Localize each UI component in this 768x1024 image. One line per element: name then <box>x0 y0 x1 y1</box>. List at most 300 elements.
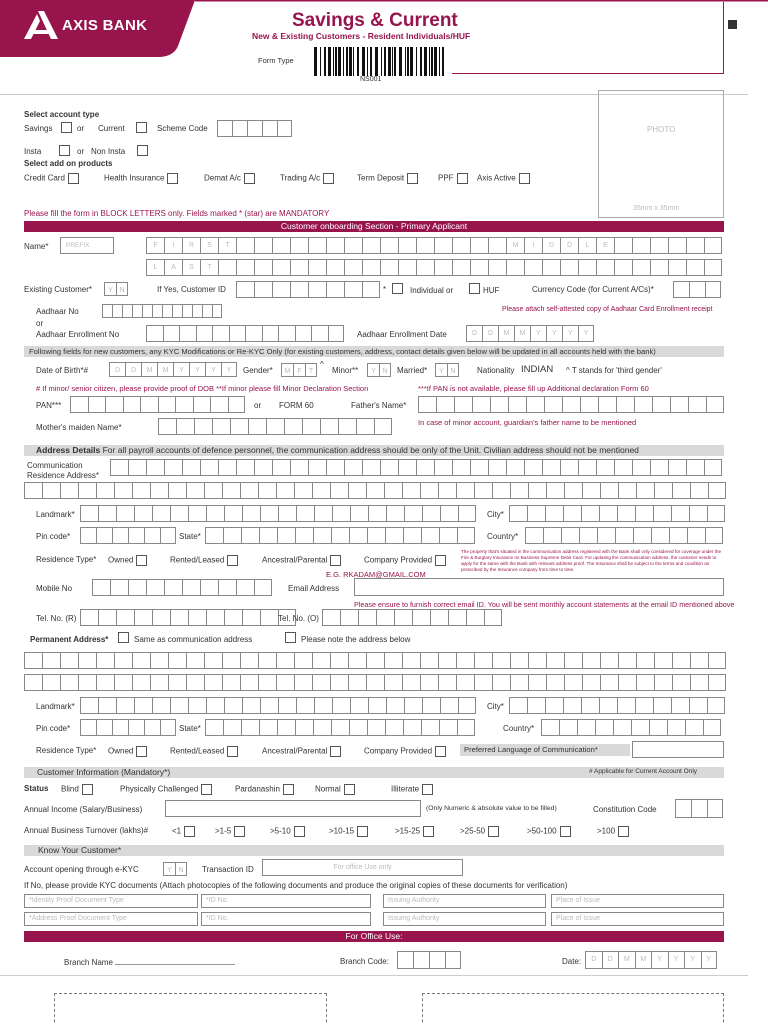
married-yn[interactable]: Y N <box>435 363 459 377</box>
char-box[interactable] <box>204 482 222 499</box>
aadhaar-date-boxes[interactable] <box>466 325 594 342</box>
char-box[interactable] <box>420 674 438 691</box>
char-box[interactable] <box>654 674 672 691</box>
char-box[interactable] <box>260 609 278 626</box>
char-box[interactable] <box>152 697 170 714</box>
char-box[interactable] <box>524 459 542 476</box>
char-box[interactable] <box>562 396 580 413</box>
char-box[interactable] <box>652 396 670 413</box>
char-box[interactable] <box>259 527 277 544</box>
char-box[interactable] <box>582 674 600 691</box>
char-box[interactable] <box>277 719 295 736</box>
char-box[interactable] <box>416 259 434 276</box>
customer-id-boxes[interactable] <box>236 281 380 298</box>
char-box[interactable] <box>618 482 636 499</box>
char-box[interactable] <box>707 505 725 522</box>
char-box[interactable] <box>277 527 295 544</box>
char-box[interactable] <box>542 259 560 276</box>
char-box[interactable] <box>376 609 394 626</box>
char-box[interactable] <box>633 527 651 544</box>
char-box[interactable] <box>172 304 182 318</box>
char-box[interactable] <box>314 505 332 522</box>
char-box[interactable] <box>116 697 134 714</box>
char-box[interactable] <box>448 609 466 626</box>
char-box[interactable] <box>672 674 690 691</box>
char-box[interactable] <box>434 259 452 276</box>
char-box[interactable]: L <box>578 237 596 254</box>
char-box[interactable] <box>294 482 312 499</box>
char-box[interactable] <box>368 697 386 714</box>
status-pardanashin-checkbox[interactable] <box>283 784 294 795</box>
char-box[interactable] <box>254 579 272 596</box>
country-boxes[interactable] <box>525 527 723 544</box>
char-box[interactable] <box>24 482 42 499</box>
char-box[interactable] <box>705 527 723 544</box>
rented-checkbox[interactable] <box>227 555 238 566</box>
char-box[interactable] <box>132 482 150 499</box>
char-box[interactable] <box>546 482 564 499</box>
char-box[interactable] <box>88 396 106 413</box>
char-box[interactable] <box>578 259 596 276</box>
char-box[interactable] <box>290 459 308 476</box>
char-box[interactable] <box>474 674 492 691</box>
char-box[interactable] <box>398 259 416 276</box>
char-box[interactable] <box>152 609 170 626</box>
char-box[interactable] <box>669 527 687 544</box>
char-box[interactable] <box>278 697 296 714</box>
char-box[interactable] <box>560 459 578 476</box>
char-box[interactable] <box>358 609 376 626</box>
char-box[interactable] <box>218 579 236 596</box>
turnover-lt1-checkbox[interactable] <box>184 826 195 837</box>
char-box[interactable]: D <box>602 951 619 969</box>
char-box[interactable] <box>276 482 294 499</box>
char-box[interactable] <box>78 482 96 499</box>
char-box[interactable] <box>188 609 206 626</box>
char-box[interactable] <box>454 396 472 413</box>
char-box[interactable] <box>312 652 330 669</box>
char-box[interactable] <box>60 482 78 499</box>
char-box[interactable] <box>344 237 362 254</box>
addon-demat-checkbox[interactable] <box>244 173 255 184</box>
char-box[interactable] <box>128 579 146 596</box>
char-box[interactable] <box>322 609 340 626</box>
char-box[interactable] <box>349 527 367 544</box>
char-box[interactable] <box>196 325 213 342</box>
char-box[interactable] <box>635 505 653 522</box>
char-box[interactable] <box>212 418 230 435</box>
char-box[interactable]: Y <box>189 362 205 377</box>
char-box[interactable] <box>294 652 312 669</box>
char-box[interactable] <box>457 719 475 736</box>
perm-address-line2[interactable] <box>24 674 726 691</box>
char-box[interactable] <box>241 527 259 544</box>
char-box[interactable] <box>525 527 543 544</box>
char-box[interactable] <box>116 609 134 626</box>
char-box[interactable] <box>668 459 686 476</box>
char-box[interactable] <box>488 259 506 276</box>
char-box[interactable] <box>561 527 579 544</box>
char-box[interactable]: D <box>560 237 578 254</box>
char-box[interactable] <box>276 674 294 691</box>
char-box[interactable] <box>430 609 448 626</box>
char-box[interactable] <box>60 674 78 691</box>
char-box[interactable] <box>636 482 654 499</box>
char-box[interactable] <box>254 237 272 254</box>
char-box[interactable] <box>492 652 510 669</box>
char-box[interactable] <box>60 652 78 669</box>
char-box[interactable] <box>470 237 488 254</box>
char-box[interactable] <box>290 259 308 276</box>
char-box[interactable] <box>458 505 476 522</box>
char-box[interactable] <box>278 325 295 342</box>
turnover-15-25-checkbox[interactable] <box>423 826 434 837</box>
char-box[interactable] <box>330 482 348 499</box>
char-box[interactable] <box>228 396 246 413</box>
aadhaar-enrollment-boxes[interactable] <box>146 325 344 342</box>
char-box[interactable]: Y <box>173 362 189 377</box>
char-box[interactable]: M <box>498 325 514 342</box>
char-box[interactable] <box>631 719 649 736</box>
char-box[interactable] <box>632 459 650 476</box>
char-box[interactable] <box>134 697 152 714</box>
char-box[interactable] <box>168 652 186 669</box>
char-box[interactable]: Y <box>562 325 578 342</box>
char-box[interactable] <box>186 482 204 499</box>
char-box[interactable] <box>541 719 559 736</box>
char-box[interactable] <box>146 579 164 596</box>
char-box[interactable] <box>206 609 224 626</box>
char-box[interactable]: R <box>182 237 200 254</box>
char-box[interactable]: Y <box>684 951 701 969</box>
char-box[interactable] <box>308 281 326 298</box>
char-box[interactable] <box>272 237 290 254</box>
char-box[interactable] <box>260 697 278 714</box>
char-box[interactable] <box>236 579 254 596</box>
char-box[interactable] <box>170 609 188 626</box>
char-box[interactable] <box>362 459 380 476</box>
char-box[interactable] <box>254 281 272 298</box>
char-box[interactable] <box>672 652 690 669</box>
perm-country-boxes[interactable] <box>541 719 721 736</box>
char-box[interactable] <box>615 527 633 544</box>
char-box[interactable] <box>599 697 617 714</box>
char-box[interactable] <box>560 259 578 276</box>
char-box[interactable] <box>420 652 438 669</box>
char-box[interactable] <box>98 609 116 626</box>
char-box[interactable] <box>112 304 122 318</box>
char-box[interactable] <box>295 719 313 736</box>
char-box[interactable] <box>193 396 211 413</box>
char-box[interactable] <box>418 396 436 413</box>
char-box[interactable] <box>564 482 582 499</box>
char-box[interactable] <box>344 281 362 298</box>
char-box[interactable] <box>618 652 636 669</box>
char-box[interactable] <box>649 719 667 736</box>
currency-code-boxes[interactable] <box>673 281 721 298</box>
char-box[interactable] <box>528 674 546 691</box>
char-box[interactable] <box>403 527 421 544</box>
pincode-boxes[interactable] <box>80 527 176 544</box>
char-box[interactable] <box>224 505 242 522</box>
char-box[interactable]: I <box>524 237 542 254</box>
char-box[interactable] <box>312 482 330 499</box>
char-box[interactable]: I <box>164 237 182 254</box>
char-box[interactable] <box>685 719 703 736</box>
char-box[interactable] <box>242 505 260 522</box>
char-box[interactable] <box>416 237 434 254</box>
char-box[interactable] <box>618 674 636 691</box>
char-box[interactable] <box>349 719 367 736</box>
individual-checkbox[interactable] <box>392 283 403 294</box>
char-box[interactable] <box>690 482 708 499</box>
perm-city-boxes[interactable] <box>509 697 725 714</box>
char-box[interactable] <box>240 674 258 691</box>
char-box[interactable] <box>704 237 722 254</box>
char-box[interactable] <box>152 304 162 318</box>
char-box[interactable] <box>179 325 196 342</box>
char-box[interactable] <box>202 304 212 318</box>
char-box[interactable]: Y <box>651 951 668 969</box>
char-box[interactable] <box>248 418 266 435</box>
char-box[interactable] <box>24 652 42 669</box>
turnover-50-100-checkbox[interactable] <box>560 826 571 837</box>
char-box[interactable] <box>206 505 224 522</box>
char-box[interactable] <box>114 652 132 669</box>
char-box[interactable] <box>472 396 490 413</box>
char-box[interactable] <box>509 697 527 714</box>
char-box[interactable] <box>452 459 470 476</box>
char-box[interactable] <box>212 304 222 318</box>
turnover-5-10-checkbox[interactable] <box>294 826 305 837</box>
char-box[interactable] <box>320 418 338 435</box>
char-box[interactable] <box>670 396 688 413</box>
char-box[interactable] <box>703 719 721 736</box>
char-box[interactable] <box>114 482 132 499</box>
char-box[interactable] <box>350 505 368 522</box>
char-box[interactable] <box>132 304 142 318</box>
char-box[interactable] <box>599 505 617 522</box>
char-box[interactable] <box>266 418 284 435</box>
char-box[interactable] <box>707 697 725 714</box>
char-box[interactable] <box>421 719 439 736</box>
address-id-no-field[interactable]: *ID No. <box>201 912 371 926</box>
char-box[interactable] <box>348 482 366 499</box>
char-box[interactable] <box>150 674 168 691</box>
char-box[interactable] <box>386 697 404 714</box>
char-box[interactable] <box>98 697 116 714</box>
char-box[interactable] <box>236 259 254 276</box>
char-box[interactable] <box>456 674 474 691</box>
char-box[interactable] <box>102 304 112 318</box>
char-box[interactable] <box>164 579 182 596</box>
char-box[interactable] <box>302 418 320 435</box>
char-box[interactable] <box>272 281 290 298</box>
perm-state-boxes[interactable] <box>205 719 475 736</box>
addon-axis-active-checkbox[interactable] <box>519 173 530 184</box>
char-box[interactable] <box>404 505 422 522</box>
char-box[interactable] <box>348 674 366 691</box>
turnover-1-5-checkbox[interactable] <box>234 826 245 837</box>
char-box[interactable] <box>686 237 704 254</box>
char-box[interactable] <box>326 281 344 298</box>
constitution-code-boxes[interactable] <box>675 799 723 818</box>
char-box[interactable] <box>223 719 241 736</box>
char-box[interactable] <box>24 674 42 691</box>
char-box[interactable] <box>527 505 545 522</box>
char-box[interactable] <box>144 527 160 544</box>
char-box[interactable] <box>332 697 350 714</box>
char-box[interactable] <box>438 482 456 499</box>
char-box[interactable] <box>182 304 192 318</box>
addon-ppf-checkbox[interactable] <box>457 173 468 184</box>
address-issuing-authority-field[interactable]: Issuing Authority <box>383 912 546 926</box>
char-box[interactable]: M <box>514 325 530 342</box>
char-box[interactable] <box>170 505 188 522</box>
char-box[interactable] <box>96 527 112 544</box>
minor-yn[interactable]: Y N <box>367 363 391 377</box>
char-box[interactable]: T <box>218 237 236 254</box>
char-box[interactable] <box>578 459 596 476</box>
current-checkbox[interactable] <box>136 122 147 133</box>
char-box[interactable] <box>175 396 193 413</box>
char-box[interactable] <box>262 325 279 342</box>
char-box[interactable] <box>344 459 362 476</box>
char-box[interactable] <box>524 259 542 276</box>
char-box[interactable] <box>272 259 290 276</box>
char-box[interactable] <box>366 674 384 691</box>
char-box[interactable] <box>186 674 204 691</box>
fathers-name-boxes[interactable] <box>418 396 724 413</box>
address-proof-type-field[interactable]: *Address Proof Document Type <box>24 912 198 926</box>
char-box[interactable] <box>272 459 290 476</box>
char-box[interactable] <box>636 674 654 691</box>
char-box[interactable] <box>509 505 527 522</box>
identity-issuing-authority-field[interactable]: Issuing Authority <box>383 894 546 908</box>
gender-boxes[interactable]: M F T <box>281 363 317 377</box>
char-box[interactable]: D <box>585 951 602 969</box>
char-box[interactable] <box>474 652 492 669</box>
char-box[interactable] <box>258 482 276 499</box>
char-box[interactable] <box>80 505 98 522</box>
char-box[interactable] <box>394 609 412 626</box>
char-box[interactable] <box>116 505 134 522</box>
char-box[interactable] <box>331 719 349 736</box>
comm-address-line2[interactable] <box>24 482 726 499</box>
char-box[interactable] <box>313 527 331 544</box>
pan-boxes[interactable] <box>70 396 245 413</box>
char-box[interactable] <box>146 459 164 476</box>
char-box[interactable]: S <box>182 259 200 276</box>
char-box[interactable] <box>222 652 240 669</box>
char-box[interactable] <box>96 652 114 669</box>
city-boxes[interactable] <box>509 505 725 522</box>
char-box[interactable] <box>687 527 705 544</box>
char-box[interactable]: M <box>618 951 635 969</box>
char-box[interactable] <box>438 652 456 669</box>
char-box[interactable] <box>421 527 439 544</box>
identity-id-no-field[interactable]: *ID No. <box>201 894 371 908</box>
char-box[interactable] <box>690 674 708 691</box>
char-box[interactable] <box>690 652 708 669</box>
company-checkbox[interactable] <box>435 555 446 566</box>
tel-o-boxes[interactable] <box>322 609 502 626</box>
ancestral-checkbox[interactable] <box>330 555 341 566</box>
char-box[interactable] <box>366 482 384 499</box>
char-box[interactable] <box>362 281 380 298</box>
char-box[interactable] <box>132 652 150 669</box>
char-box[interactable] <box>708 652 726 669</box>
aadhaar-no-boxes[interactable] <box>102 304 222 318</box>
addon-credit-card-checkbox[interactable] <box>68 173 79 184</box>
char-box[interactable] <box>616 396 634 413</box>
char-box[interactable] <box>452 259 470 276</box>
char-box[interactable] <box>704 459 722 476</box>
char-box[interactable] <box>404 697 422 714</box>
char-box[interactable] <box>240 652 258 669</box>
char-box[interactable] <box>258 652 276 669</box>
char-box[interactable] <box>182 579 200 596</box>
char-box[interactable]: A <box>164 259 182 276</box>
char-box[interactable] <box>403 719 421 736</box>
char-box[interactable] <box>205 719 223 736</box>
char-box[interactable] <box>338 418 356 435</box>
char-box[interactable] <box>308 459 326 476</box>
turnover-10-15-checkbox[interactable] <box>357 826 368 837</box>
char-box[interactable] <box>295 325 312 342</box>
char-box[interactable] <box>564 652 582 669</box>
char-box[interactable] <box>614 459 632 476</box>
perm-landmark-boxes[interactable] <box>80 697 476 714</box>
char-box[interactable] <box>210 396 228 413</box>
char-box[interactable] <box>162 304 172 318</box>
char-box[interactable]: D <box>482 325 498 342</box>
char-box[interactable] <box>222 482 240 499</box>
char-box[interactable]: Y <box>578 325 594 342</box>
char-box[interactable] <box>340 609 358 626</box>
char-box[interactable] <box>368 505 386 522</box>
char-box[interactable] <box>128 527 144 544</box>
char-box[interactable] <box>163 325 180 342</box>
char-box[interactable] <box>218 459 236 476</box>
addon-term-deposit-checkbox[interactable] <box>407 173 418 184</box>
char-box[interactable] <box>492 674 510 691</box>
char-box[interactable]: M <box>141 362 157 377</box>
scheme-code-boxes[interactable] <box>217 120 292 137</box>
turnover-25-50-checkbox[interactable] <box>488 826 499 837</box>
char-box[interactable] <box>42 674 60 691</box>
char-box[interactable] <box>78 652 96 669</box>
char-box[interactable] <box>260 505 278 522</box>
char-box[interactable] <box>457 527 475 544</box>
char-box[interactable] <box>236 459 254 476</box>
char-box[interactable]: M <box>635 951 652 969</box>
char-box[interactable] <box>42 482 60 499</box>
char-box[interactable] <box>254 459 272 476</box>
char-box[interactable] <box>632 237 650 254</box>
char-box[interactable] <box>545 697 563 714</box>
char-box[interactable] <box>105 396 123 413</box>
char-box[interactable] <box>510 482 528 499</box>
char-box[interactable] <box>218 259 236 276</box>
char-box[interactable] <box>543 527 561 544</box>
char-box[interactable] <box>402 482 420 499</box>
char-box[interactable] <box>356 418 374 435</box>
char-box[interactable] <box>708 674 726 691</box>
char-box[interactable] <box>128 459 146 476</box>
char-box[interactable] <box>158 418 176 435</box>
char-box[interactable] <box>245 325 262 342</box>
